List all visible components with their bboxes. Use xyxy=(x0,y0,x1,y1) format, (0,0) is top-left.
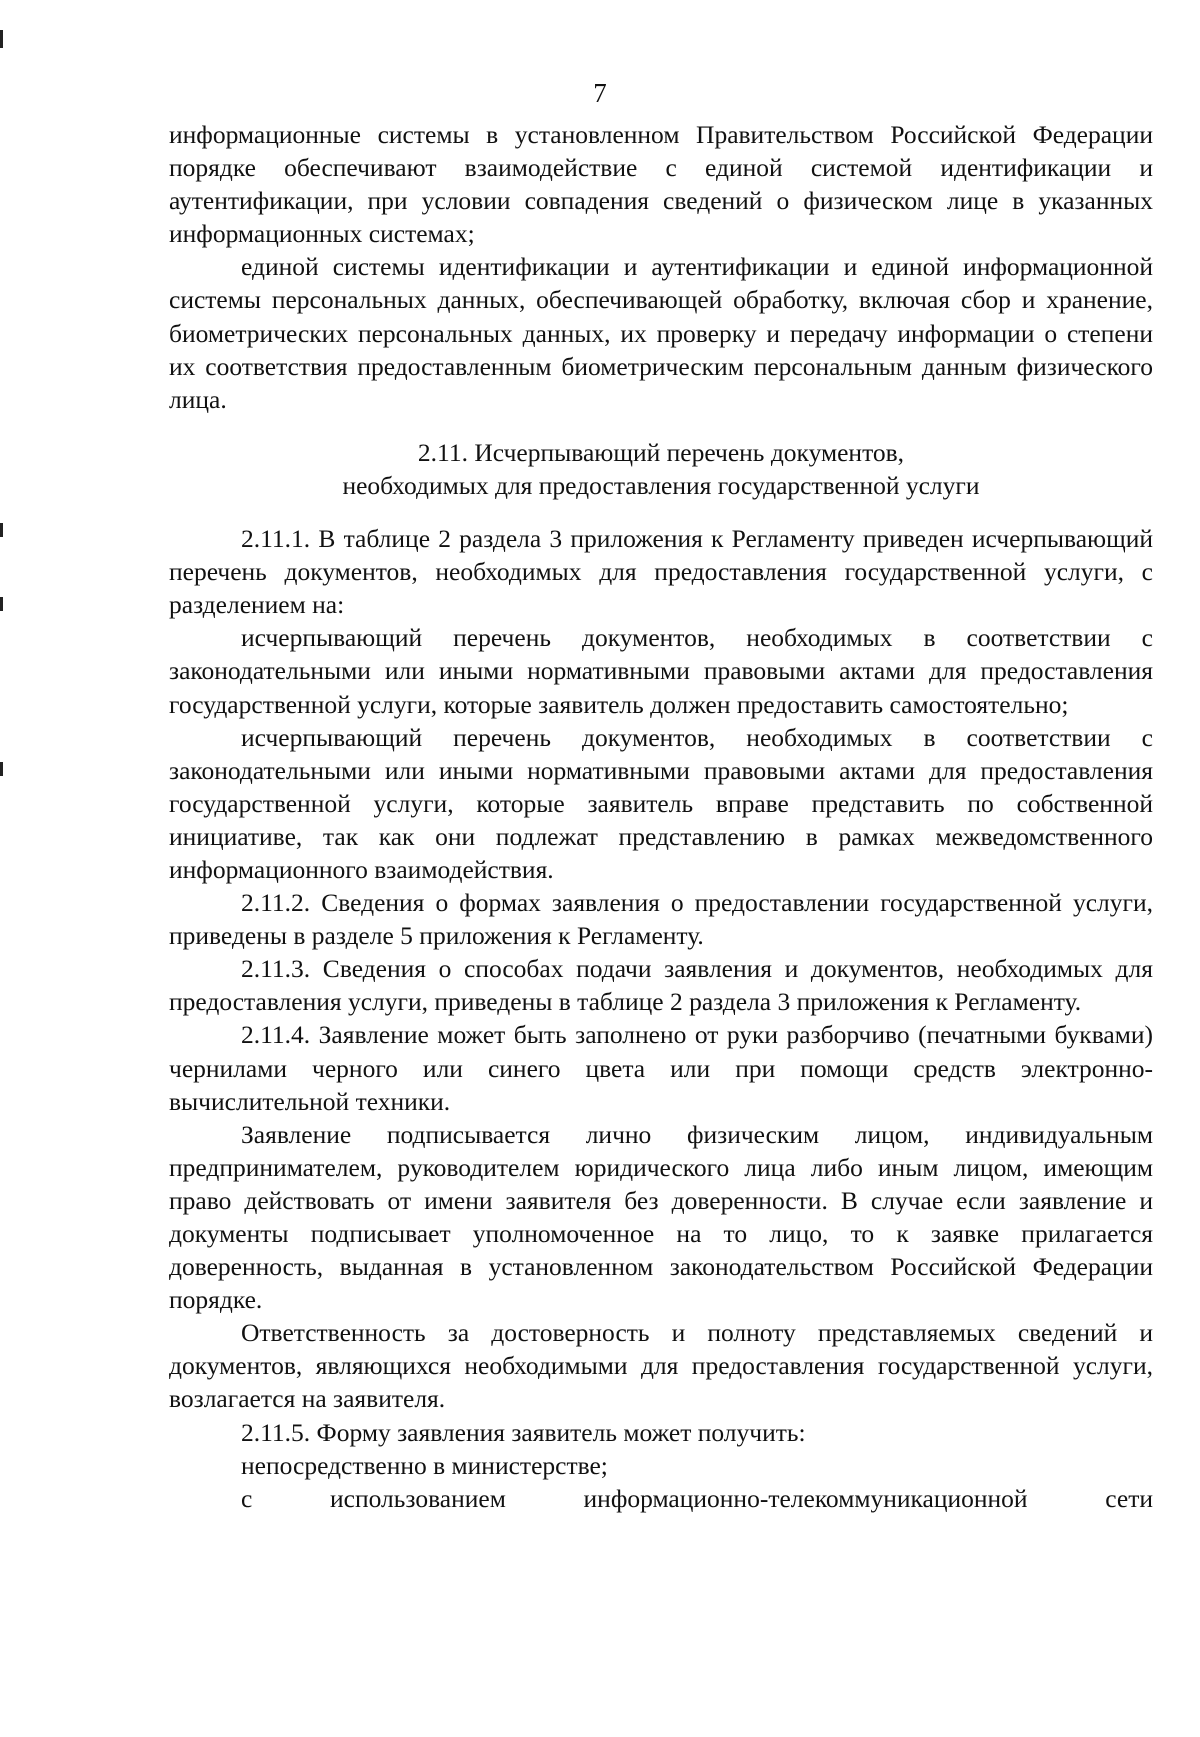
section-heading-line-1: 2.11. Исчерпывающий перечень документов, xyxy=(417,437,905,467)
document-body xyxy=(169,118,1153,1515)
paragraph-continuation: информационные системы в установленном Правительством Российской Федерации порядке обеспечивают взаимодействие с единой системой идентификации и аутентификации, при условии совпадения сведений о физическом лице в указанных информационных системах; xyxy=(169,120,1153,249)
paragraph-signature: Заявление подписывается лично физическим лицом, индивидуальным предпринимателем, руководителем юридического лица либо иным лицом, имеющим право действовать от имени заявителя без доверенности. В случае если заявление и документы подписывает уполномоченное на то лицо, то к заявке прилагается доверенность, выданная в установленном законодательством Российской Федерации порядке. xyxy=(169,1119,1153,1315)
paragraph: единой системы идентификации и аутентификации и единой информационной системы персональных данных, обеспечивающей обработку, включая сбор и хранение, биометрических персональных данных, их проверку и передачу информации о степени их соответствия предоставленным биометрическим персональным данным физического лица. xyxy=(169,252,1153,414)
paragraph-responsibility: Ответственность за достоверность и полноту представляемых сведений и документов, являющихся необходимыми для предоставления государственной услуги, возлагается на заявителя. xyxy=(169,1318,1153,1414)
paragraph-2-11-3: 2.11.3. Сведения о способах подачи заявления и документов, необходимых для предоставления услуги, приведены в таблице 2 раздела 3 приложения к Регламенту. xyxy=(169,954,1153,1017)
list-item-network: с использованием информационно-телекоммуникационной сети xyxy=(241,1483,1153,1513)
scan-edge-mark xyxy=(0,762,3,776)
paragraph-2-11-2: 2.11.2. Сведения о формах заявления о предоставлении государственной услуги, приведены в разделе 5 приложения к Регламенту. xyxy=(169,888,1153,951)
section-heading-line-2: необходимых для предоставления государственной услуги xyxy=(342,470,980,500)
list-item-ministry: непосредственно в министерстве; xyxy=(241,1450,608,1480)
section-heading xyxy=(169,436,1153,502)
scan-edge-mark xyxy=(0,30,3,48)
list-item-own-initiative: исчерпывающий перечень документов, необходимых в соответствии с законодательными или иными нормативными правовыми актами для предоставления государственной услуги, которые заявитель вправе представить по собственной инициативе, так как они подлежат представлению в рамках межведомственного информационного взаимодействия. xyxy=(169,722,1153,884)
scan-edge-mark xyxy=(0,523,3,537)
scan-edge-mark xyxy=(0,597,3,611)
paragraph-2-11-5: 2.11.5. Форму заявления заявитель может получить: xyxy=(241,1417,806,1447)
page-number: 7 xyxy=(593,78,607,108)
list-item-self-provided: исчерпывающий перечень документов, необходимых в соответствии с законодательными или иными нормативными правовыми актами для предоставления государственной услуги, которые заявитель должен предоставить самостоятельно; xyxy=(169,623,1153,719)
paragraph-2-11-4: 2.11.4. Заявление может быть заполнено от руки разборчиво (печатными буквами) чернилами черного или синего цвета или при помощи средств электронно-вычислительной техники. xyxy=(169,1020,1153,1116)
paragraph-2-11-1: 2.11.1. В таблице 2 раздела 3 приложения к Регламенту приведен исчерпывающий перечень документов, необходимых для предоставления государственной услуги, с разделением на: xyxy=(169,524,1153,620)
